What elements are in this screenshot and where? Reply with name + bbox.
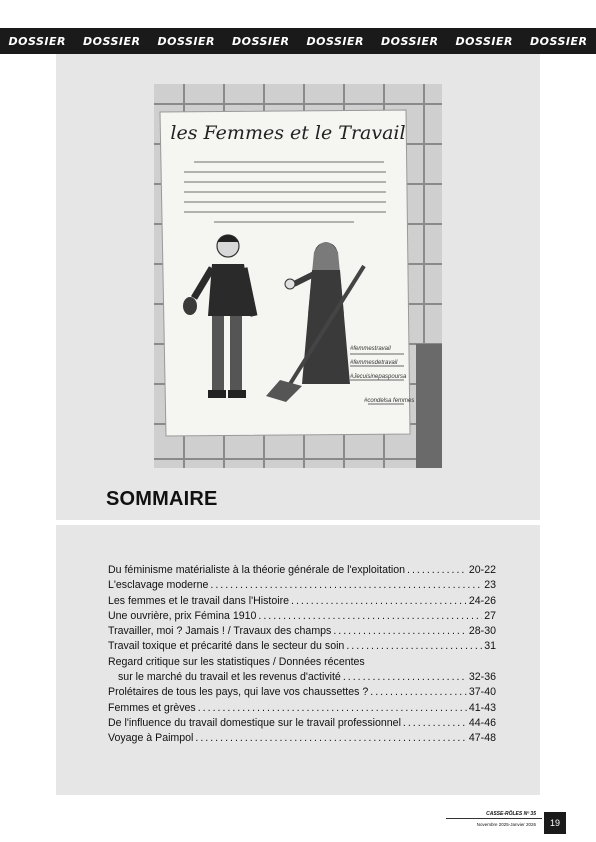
toc-item[interactable] bbox=[108, 624, 496, 639]
poster-hashtag: #Jecuisinepaspoursa bbox=[350, 374, 407, 380]
toc-item[interactable] bbox=[108, 563, 496, 578]
dossier-banner bbox=[0, 28, 596, 54]
toc-item[interactable] bbox=[108, 685, 496, 700]
toc-item[interactable] bbox=[108, 716, 496, 731]
toc-item[interactable] bbox=[108, 731, 496, 746]
poster-hashtag: #condelsa femmes bbox=[364, 398, 415, 404]
toc-item-title: Voyage à Paimpol bbox=[108, 732, 194, 745]
footer-divider bbox=[446, 818, 542, 819]
toc-item-title: Travail toxique et précarité dans le secteur du soin bbox=[108, 640, 345, 653]
toc-item[interactable] bbox=[108, 639, 496, 654]
toc-item-title: Une ouvrière, prix Fémina 1910 bbox=[108, 609, 257, 622]
toc-item-pages: 32-36 bbox=[468, 671, 496, 684]
toc-item-title: Prolétaires de tous les pays, qui lave vos chaussettes ? bbox=[108, 686, 369, 699]
issue-date: Novembre 2025-Janvier 2026 bbox=[476, 822, 536, 827]
toc-item[interactable] bbox=[108, 578, 496, 593]
table-of-contents bbox=[108, 563, 496, 747]
banner-label: DOSSIER bbox=[82, 34, 141, 48]
toc-item[interactable] bbox=[108, 655, 496, 670]
banner-label: DOSSIER bbox=[306, 34, 364, 48]
toc-item-pages: 44-46 bbox=[468, 716, 496, 729]
toc-item-title: sur le marché du travail et les revenus d'activité bbox=[118, 671, 341, 684]
toc-item-pages: 31 bbox=[484, 640, 496, 653]
toc-item[interactable] bbox=[108, 594, 496, 609]
banner-label: DOSSIER bbox=[157, 34, 215, 48]
banner-label: DOSSIER bbox=[529, 34, 588, 48]
poster-photo bbox=[154, 84, 442, 468]
toc-item-pages: 28-30 bbox=[468, 625, 496, 638]
toc-item[interactable] bbox=[108, 670, 496, 685]
toc-item-pages: 37-40 bbox=[468, 686, 496, 699]
toc-item[interactable] bbox=[108, 609, 496, 624]
section-title: SOMMAIRE bbox=[106, 488, 218, 510]
poster-title: les Femmes et le Travail bbox=[170, 122, 406, 144]
toc-item-title: Femmes et grèves bbox=[108, 701, 196, 714]
banner-label: DOSSIER bbox=[380, 34, 439, 48]
toc-item-title: Travailler, moi ? Jamais ! / Travaux des champs bbox=[108, 625, 332, 638]
toc-item-title: Du féminisme matérialiste à la théorie générale de l'exploitation bbox=[108, 564, 406, 576]
toc-item[interactable] bbox=[108, 701, 496, 716]
banner-label: DOSSIER bbox=[8, 34, 66, 48]
toc-item-title: Les femmes et le travail dans l'Histoire bbox=[108, 594, 290, 607]
journal-name: CASSE-RÔLES Nº 35 bbox=[486, 811, 536, 817]
toc-item-pages: 47-48 bbox=[468, 732, 496, 745]
toc-item-pages: 27 bbox=[484, 609, 496, 622]
poster-hashtag: #femmesdetravail bbox=[350, 360, 398, 366]
toc-item-title: De l'influence du travail domestique sur le travail professionnel bbox=[108, 716, 401, 729]
poster-hashtag: #femmestravail bbox=[350, 346, 391, 352]
page-number: 19 bbox=[544, 812, 566, 834]
banner-label: DOSSIER bbox=[231, 34, 290, 48]
toc-item-pages: 24-26 bbox=[468, 594, 496, 607]
toc-item-pages: 20-22 bbox=[468, 564, 496, 576]
toc-item-title: Regard critique sur les statistiques / Données récentes bbox=[108, 655, 365, 668]
banner-label: DOSSIER bbox=[455, 34, 513, 48]
toc-item-pages: 23 bbox=[484, 579, 496, 592]
toc-item-title: L'esclavage moderne bbox=[108, 579, 209, 592]
toc-item-pages: 41-43 bbox=[468, 701, 496, 714]
